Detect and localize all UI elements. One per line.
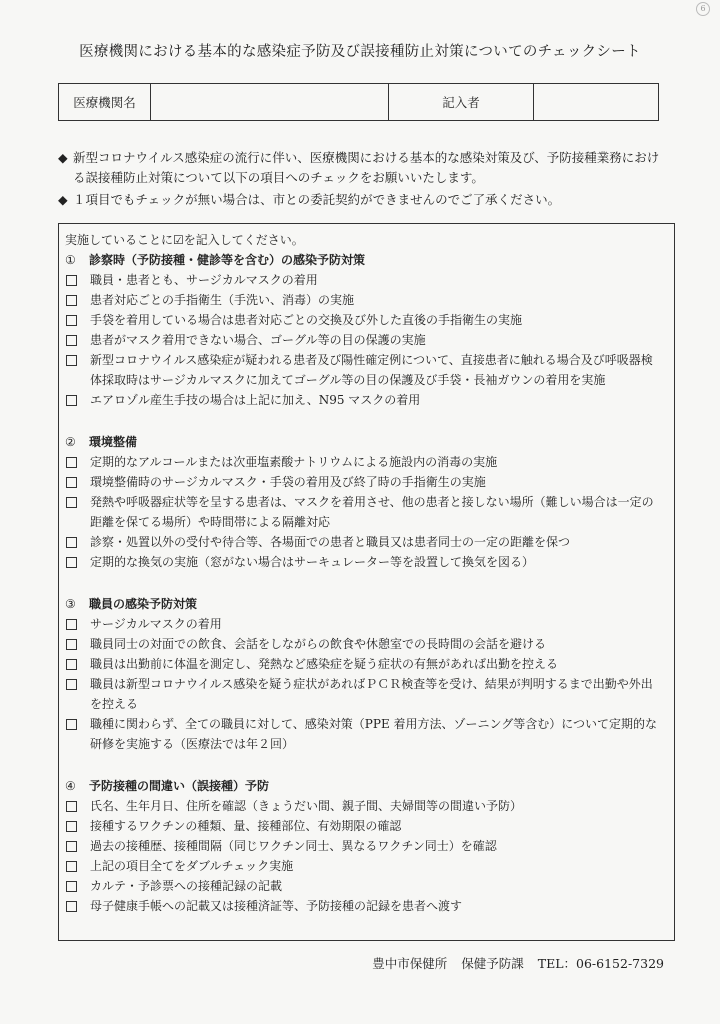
check-item-label: 職員同士の対面での飲食、会話をしながらの飲食や休憩室での長時間の会話を避ける — [90, 637, 547, 651]
checkbox[interactable] — [66, 477, 77, 488]
footer-division: 保健予防課 — [461, 956, 524, 971]
check-item — [65, 452, 664, 472]
check-item — [65, 714, 664, 754]
checkbox[interactable] — [66, 275, 77, 286]
checkbox[interactable] — [66, 801, 77, 812]
check-item-label: 患者がマスク着用できない場合、ゴーグル等の目の保護の実施 — [90, 333, 426, 347]
check-item — [65, 390, 664, 410]
check-item-label: 定期的な換気の実施（窓がない場合はサーキュレーター等を設置して換気を図る） — [90, 555, 535, 569]
section-number: ① — [65, 253, 76, 267]
check-item-label: サージカルマスクの着用 — [90, 617, 222, 631]
check-item-label: 定期的なアルコールまたは次亜塩素酸ナトリウムによる施設内の消毒の実施 — [90, 455, 498, 469]
section-4 — [65, 776, 664, 916]
checkbox[interactable] — [66, 619, 77, 630]
checkbox[interactable] — [66, 881, 77, 892]
institution-field[interactable] — [151, 84, 389, 120]
check-item — [65, 290, 664, 310]
check-item-label: 新型コロナウイルス感染症が疑われる患者及び陽性確定例について、直接患者に触れる場合及び呼吸器検体採取時はサージカルマスクに加えてゴーグル等の目の保護及び手袋・長袖ガウンの着用を実施 — [90, 353, 653, 387]
section-3 — [65, 594, 664, 754]
check-item — [65, 270, 664, 290]
check-item-label: 過去の接種歴、接種間隔（同じワクチン同士、異なるワクチン同士）を確認 — [90, 839, 497, 853]
diamond-icon: ◆ — [58, 192, 68, 207]
footer-contact — [372, 954, 664, 972]
check-item — [65, 310, 664, 330]
checkbox[interactable] — [66, 537, 77, 548]
check-item-label: 診察・処置以外の受付や待合等、各場面での患者と職員又は患者同士の一定の距離を保つ — [90, 535, 571, 549]
section-title: 予防接種の間違い（誤接種）予防 — [89, 779, 270, 793]
check-item — [65, 532, 664, 552]
checkbox[interactable] — [66, 861, 77, 872]
section-title: 環境整備 — [89, 435, 138, 449]
check-item-label: 職員は新型コロナウイルス感染を疑う症状があればＰＣＲ検査等を受け、結果が判明するまで出勤や外出を控える — [90, 677, 653, 711]
checkbox[interactable] — [66, 395, 77, 406]
checkbox[interactable] — [66, 557, 77, 568]
institution-label: 医療機関名 — [59, 84, 151, 120]
info-table — [58, 83, 659, 121]
note-item — [58, 190, 668, 210]
checkbox[interactable] — [66, 901, 77, 912]
check-item — [65, 614, 664, 634]
check-item — [65, 836, 664, 856]
checklist-box — [58, 223, 675, 941]
check-item-label: 職種に関わらず、全ての職員に対して、感染対策（PPE 着用方法、ゾーニング等含む）について定期的な研修を実施する（医療法では年２回） — [90, 717, 658, 751]
diamond-icon: ◆ — [58, 150, 68, 165]
checkbox[interactable] — [66, 659, 77, 670]
checkbox[interactable] — [66, 295, 77, 306]
check-item — [65, 330, 664, 350]
instruction: 実施していることに☑を記入してください。 — [65, 233, 304, 247]
check-item — [65, 634, 664, 654]
check-item — [65, 350, 664, 390]
check-item-label: 氏名、生年月日、住所を確認（きょうだい間、親子間、夫婦間等の間違い予防） — [90, 799, 523, 813]
section-1 — [65, 250, 664, 410]
check-item — [65, 552, 664, 572]
check-item — [65, 796, 664, 816]
section-number: ④ — [65, 779, 76, 793]
check-item-label: 発熱や呼吸器症状等を呈する患者は、マスクを着用させ、他の患者と接しない場所（難しい場合は一定の距離を保てる場所）や時間帯による隔離対応 — [90, 495, 654, 529]
footer-tel: TEL：06-6152-7329 — [537, 956, 664, 971]
page-number: 6 — [696, 2, 710, 16]
notes — [58, 148, 668, 210]
check-item — [65, 472, 664, 492]
check-item — [65, 816, 664, 836]
section-number: ② — [65, 435, 76, 449]
section-2 — [65, 432, 664, 572]
checkbox[interactable] — [66, 639, 77, 650]
checkbox[interactable] — [66, 841, 77, 852]
checkbox[interactable] — [66, 719, 77, 730]
check-item-label: 上記の項目全てをダブルチェック実施 — [90, 859, 294, 873]
check-item-label: 手袋を着用している場合は患者対応ごとの交換及び外した直後の手指衛生の実施 — [90, 313, 523, 327]
checkbox[interactable] — [66, 355, 77, 366]
check-item — [65, 876, 664, 896]
checkbox[interactable] — [66, 457, 77, 468]
check-item-label: カルテ・予診票への接種記録の記載 — [90, 879, 283, 893]
check-item — [65, 896, 664, 916]
section-title: 診察時（予防接種・健診等を含む）の感染予防対策 — [89, 253, 366, 267]
note-text: 新型コロナウイルス感染症の流行に伴い、医療機関における基本的な感染対策及び、予防接種業務における誤接種防止対策について以下の項目へのチェックをお願いいたします。 — [73, 150, 660, 185]
check-item-label: 職員・患者とも、サージカルマスクの着用 — [90, 273, 318, 287]
note-text: １項目でもチェックが無い場合は、市との委託契約ができませんのでご了承ください。 — [73, 192, 561, 207]
check-item — [65, 856, 664, 876]
section-title: 職員の感染予防対策 — [89, 597, 198, 611]
page-title: 医療機関における基本的な感染症予防及び誤接種防止対策についてのチェックシート — [79, 44, 641, 60]
check-item-label: 母子健康手帳への記載又は接種済証等、予防接種の記録を患者へ渡す — [90, 899, 463, 913]
checkbox[interactable] — [66, 315, 77, 326]
check-item-label: 接種するワクチンの種類、量、接種部位、有効期限の確認 — [90, 819, 402, 833]
check-item — [65, 654, 664, 674]
checkbox[interactable] — [66, 335, 77, 346]
checkbox[interactable] — [66, 821, 77, 832]
writer-label: 記入者 — [389, 84, 534, 120]
writer-field[interactable] — [534, 84, 658, 120]
check-item-label: 職員は出勤前に体温を測定し、発熱など感染症を疑う症状の有無があれば出勤を控える — [90, 657, 559, 671]
check-item — [65, 674, 664, 714]
section-number: ③ — [65, 597, 76, 611]
check-item-label: 環境整備時のサージカルマスク・手袋の着用及び終了時の手指衛生の実施 — [90, 475, 486, 489]
check-item-label: エアロゾル産生手技の場合は上記に加え、N95 マスクの着用 — [90, 393, 421, 407]
note-item — [58, 148, 668, 188]
footer-office: 豊中市保健所 — [372, 956, 448, 971]
check-item — [65, 492, 664, 532]
checkbox[interactable] — [66, 679, 77, 690]
checkbox[interactable] — [66, 497, 77, 508]
check-item-label: 患者対応ごとの手指衛生（手洗い、消毒）の実施 — [90, 293, 355, 307]
